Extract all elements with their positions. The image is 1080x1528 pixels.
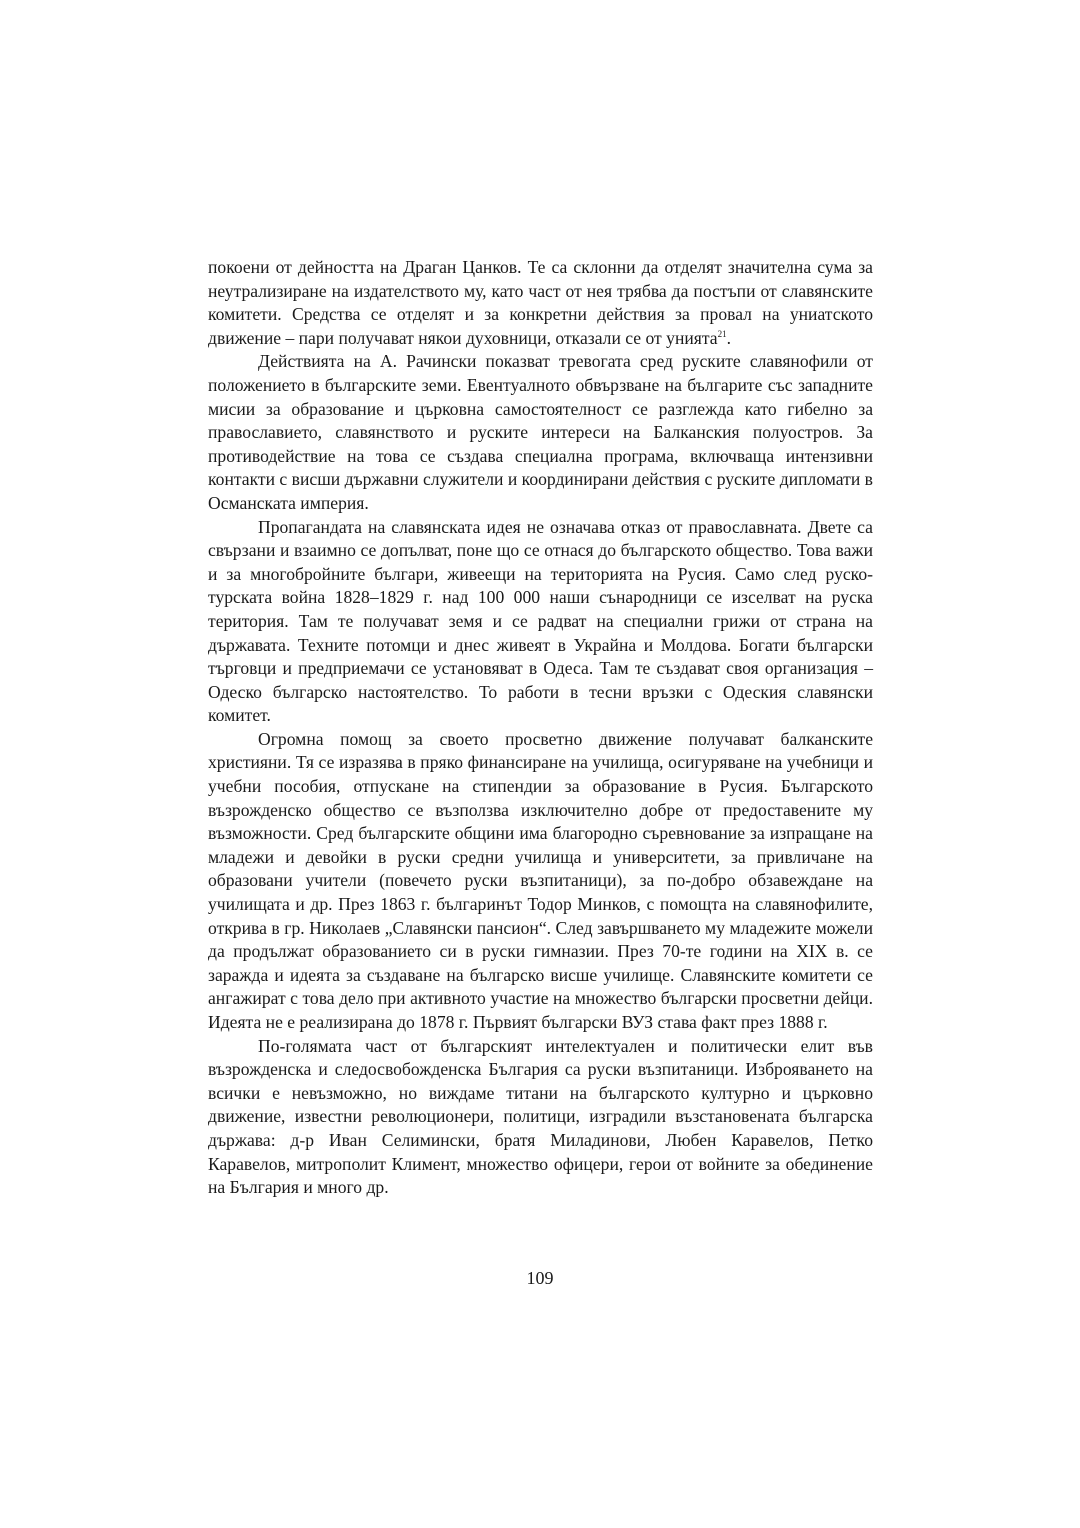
paragraph-propaganda: Пропагандата на славянската идея не означава отказ от православната. Двете са свързани и взаимно се допълват, поне що се отнася до българското общество. Това важи и за многобройните българи, живеещи на територията на Русия. Само след руско-турската война 1828–1829 г. над 100 000 наши сънародници се изселват на руска територия. Там те получават земя и се радват на специални грижи от страна на държавата. Техните потомци и днес живеят в Украйна и Молдова. Богати български търговци и предприемачи се установяват в Одеса. Там те създават своя организация – Одеско българско настоятелство. То работи в тесни връзки с Одеския славянски комитет.	[208, 516, 873, 726]
paragraph-tail: .	[726, 327, 731, 348]
paragraph-continuation	[208, 256, 873, 350]
page-number: 109	[526, 1268, 554, 1288]
page-body	[208, 256, 873, 1200]
footnote-ref[interactable]: 21	[717, 328, 727, 339]
paragraph-rachinski: Действията на А. Рачински показват тревогата сред руските славянофили от положението в българските земи. Евентуалното обвързване на българите със западните мисии за образование и църковна самостоятелност се разглежда като гибелно за православието, славянството и руските интереси на Балканския полуостров. За противодействие на това се създава специална програма, включваща интензивни контакти с висши държавни служители и координирани действия с руските дипломати в Османската империя.	[208, 351, 873, 513]
paragraph-text: покоени от дейността на Драган Цанков. Те са склонни да отделят значителна сума за неутрализиране на издателството му, като част от нея трябва да постъпи от славянските комитети. Средства се отделят и за конкретни действия за провал на униатското движение – пари получават някои духовници, отказали се от унията	[208, 257, 873, 348]
paragraph-elite: По-голямата част от българският интелектуален и политически елит във възрожденска и следосвобожденска България са руски възпитаници. Изброяването на всички е невъзможно, но виждаме титани на българското културно и църковно движение, известни революционери, политици, изградили възстановената българска държава: д-р Иван Селимински, братя Миладинови, Любен Каравелов, Петко Каравелов, митрополит Климент, множество офицери, герои от войните за обединение на България и много др.	[208, 1035, 873, 1198]
paragraph-education-aid: Огромна помощ за своето просветно движение получават балканските християни. Тя се изразява в пряко финансиране на училища, осигуряване на учебници и учебни пособия, отпускане на стипендии за образование в Русия. Българското възрожденско общество се възползва изключително добре от предоставените му възможности. Сред българските общини има благородно съревнование за изпращане на младежи и девойки в руски средни училища и университети, за привличане на образовани учители (повечето руски възпитаници), за по-добро обзавеждане на училищата и др. През 1863 г. българинът Тодор Минков, с помощта на славянофилите, открива в гр. Николаев „Славянски пансион“. След завършването му младежите можели да продължат образованието си в руски гимназии. През 70-те години на XIX в. се заражда и идеята за създаване на българско висше училище. Славянските комитети се ангажират с това дело при активното участие на множество български просветни дейци. Идеята не е реализирана до 1878 г. Първият български ВУЗ става факт през 1888 г.	[208, 728, 873, 1032]
